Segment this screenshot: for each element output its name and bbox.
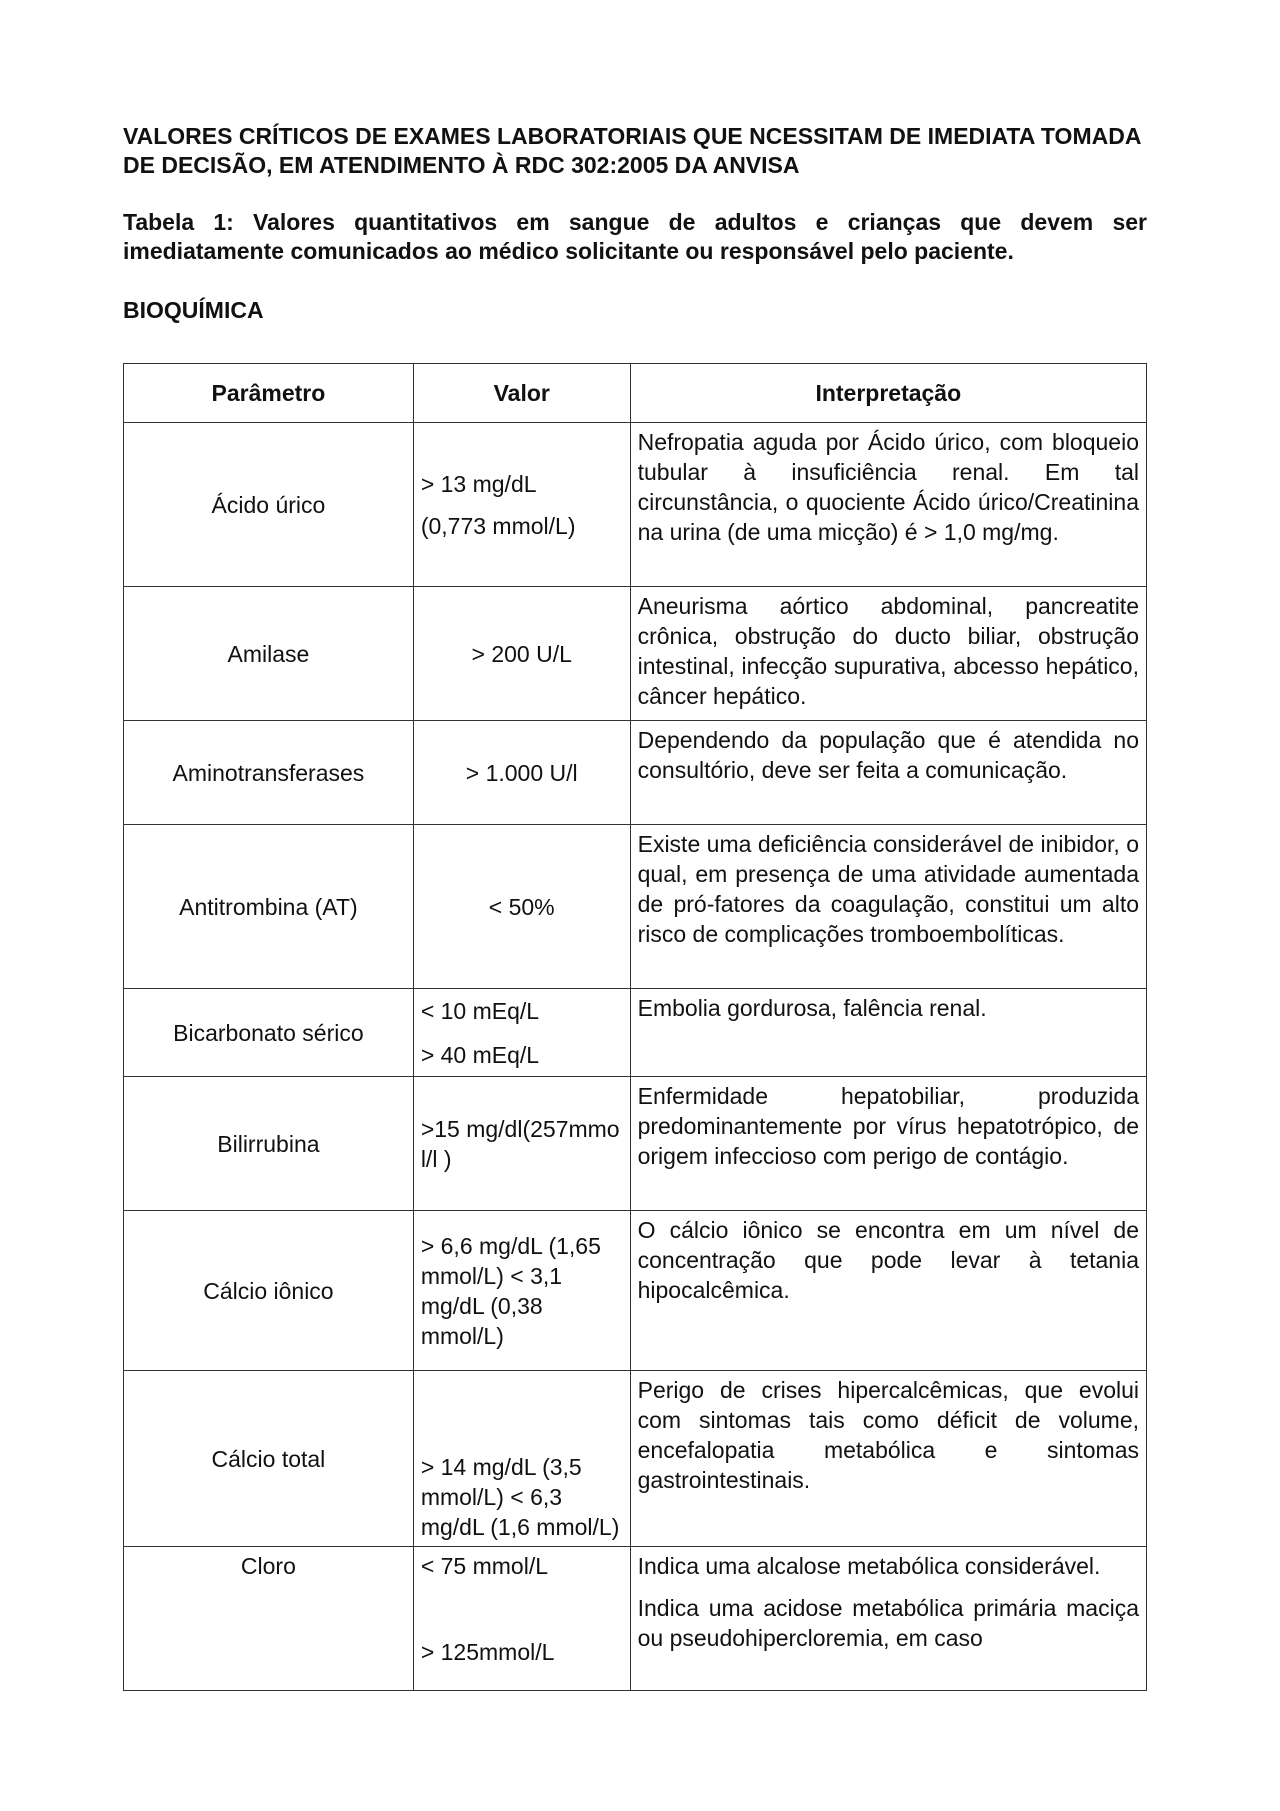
- interp-cell: Nefropatia aguda por Ácido úrico, com bloqueio tubular à insuficiência renal. Em tal circunstância, o quociente Ácido úrico/Creatinina na urina (de uma micção) é > 1,0 mg/mg.: [630, 423, 1146, 587]
- table-row: [124, 1211, 1147, 1371]
- interp-cell: Perigo de crises hipercalcêmicas, que evolui com sintomas tais como déficit de volume, encefalopatia metabólica e sintomas gastrointestinais.: [630, 1371, 1146, 1547]
- table-row: [124, 721, 1147, 825]
- value-cell: > 14 mg/dL (3,5 mmol/L) < 6,3 mg/dL (1,6 mmol/L): [413, 1371, 630, 1547]
- table-row: [124, 825, 1147, 989]
- table-caption: Tabela 1: Valores quantitativos em sangue de adultos e crianças que devem ser imediatamente comunicados ao médico solicitante ou responsável pelo paciente.: [123, 209, 1147, 264]
- table-row: [124, 1371, 1147, 1547]
- value-cell: > 1.000 U/l: [413, 721, 630, 825]
- param-cell: Ácido úrico: [124, 423, 414, 587]
- param-cell: Aminotransferases: [124, 721, 414, 825]
- interp-cell: Dependendo da população que é atendida no consultório, deve ser feita a comunicação.: [630, 721, 1146, 825]
- document-page: [123, 122, 1147, 325]
- value-cell: > 200 U/L: [413, 587, 630, 721]
- param-cell: Bilirrubina: [124, 1077, 414, 1211]
- table-row: [124, 989, 1147, 1077]
- interp-cell: O cálcio iônico se encontra em um nível de concentração que pode levar à tetania hipocalcêmica.: [630, 1211, 1146, 1371]
- interp-cell: Enfermidade hepatobiliar, produzida predominantemente por vírus hepatotrópico, de origem infeccioso com perigo de contágio.: [630, 1077, 1146, 1211]
- param-cell: Cloro: [124, 1547, 414, 1691]
- param-cell: Cálcio total: [124, 1371, 414, 1547]
- critical-values-table: [123, 363, 1147, 1691]
- table-row: [124, 587, 1147, 721]
- value-cell: < 50%: [413, 825, 630, 989]
- value-cell: [413, 423, 630, 587]
- interp-cell: Existe uma deficiência considerável de inibidor, o qual, em presença de uma atividade aumentada de pró-fatores da coagulação, constitui um alto risco de complicações tromboembolíticas.: [630, 825, 1146, 989]
- param-cell: Amilase: [124, 587, 414, 721]
- param-cell: Cálcio iônico: [124, 1211, 414, 1371]
- interp-line: Indica uma alcalose metabólica considerável.: [637, 1553, 1101, 1579]
- interp-cell: [630, 1547, 1146, 1691]
- header-interpretacao: Interpretação: [630, 364, 1146, 423]
- table-row: [124, 423, 1147, 587]
- header-parametro: Parâmetro: [124, 364, 414, 423]
- value-line: (0,773 mmol/L): [420, 512, 576, 539]
- value-cell: [413, 989, 630, 1077]
- value-line: < 10 mEq/L: [420, 997, 540, 1024]
- interp-cell: Aneurisma aórtico abdominal, pancreatite crônica, obstrução do ducto biliar, obstrução intestinal, infecção supurativa, abcesso hepático, câncer hepático.: [630, 587, 1146, 721]
- param-cell: Antitrombina (AT): [124, 825, 414, 989]
- interp-line: Indica uma acidose metabólica primária maciça ou pseudohipercloremia, em caso: [637, 1595, 1139, 1651]
- value-line: > 40 mEq/L: [420, 1041, 540, 1068]
- section-heading: BIOQUÍMICA: [123, 297, 264, 323]
- value-line: < 75 mmol/L: [420, 1553, 549, 1579]
- value-cell: > 6,6 mg/dL (1,65 mmol/L) < 3,1 mg/dL (0,38 mmol/L): [413, 1211, 630, 1371]
- param-cell: Bicarbonato sérico: [124, 989, 414, 1077]
- value-cell: >15 mg/dl(257mmol/l ): [413, 1077, 630, 1211]
- value-cell: [413, 1547, 630, 1691]
- header-valor: Valor: [413, 364, 630, 423]
- interp-cell: Embolia gordurosa, falência renal.: [630, 989, 1146, 1077]
- document-title: VALORES CRÍTICOS DE EXAMES LABORATORIAIS QUE NCESSITAM DE IMEDIATA TOMADA DE DECISÃO, EM ATENDIMENTO À RDC 302:2005 DA ANVISA: [123, 123, 1141, 178]
- value-line: > 13 mg/dL: [420, 470, 537, 497]
- value-line: > 125mmol/L: [420, 1639, 555, 1665]
- table-row: [124, 1547, 1147, 1691]
- table-header-row: [124, 364, 1147, 423]
- table-row: [124, 1077, 1147, 1211]
